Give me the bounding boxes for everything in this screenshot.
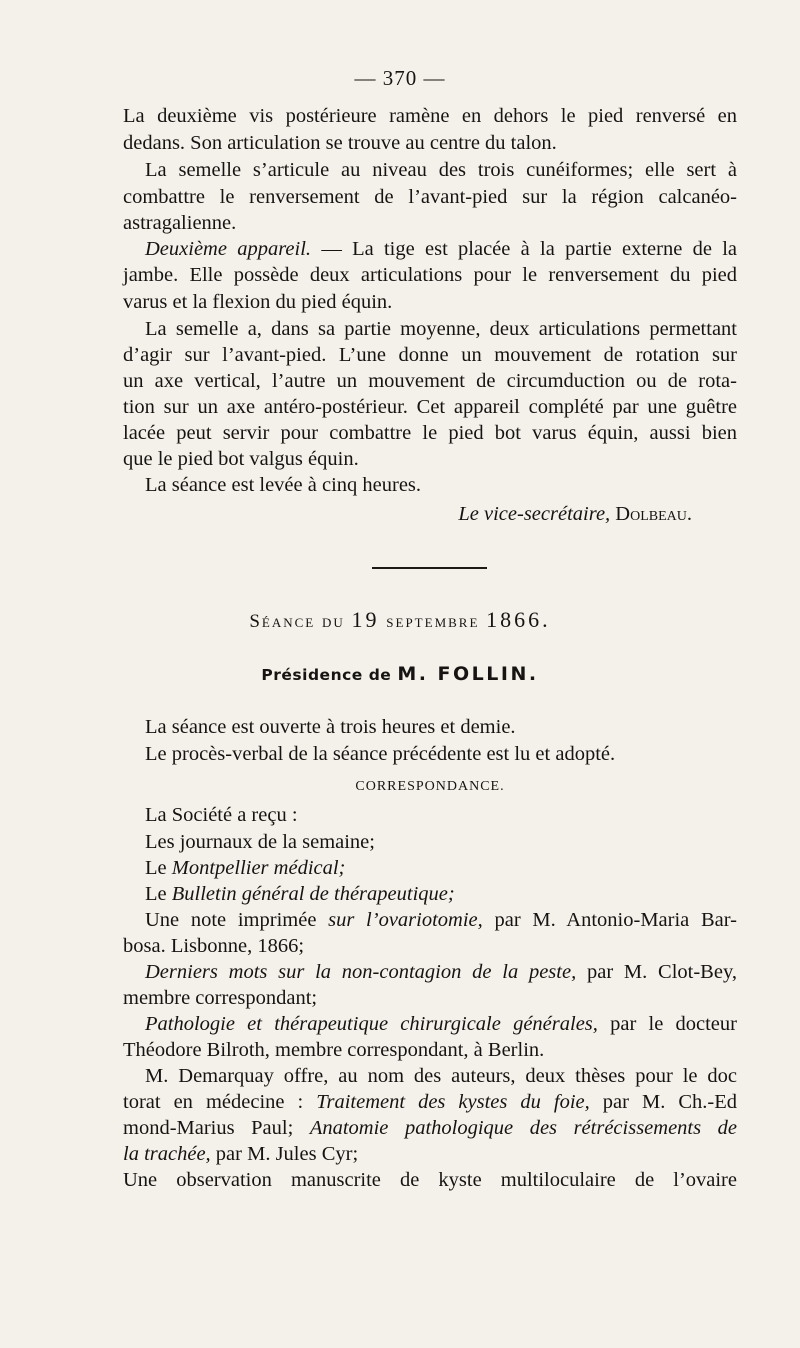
seance-month: septembre bbox=[386, 611, 480, 632]
seance-label: Séance du bbox=[249, 611, 345, 632]
thesis-title: Traitement des kystes du foie, bbox=[316, 1091, 590, 1113]
text-line bbox=[123, 1115, 737, 1141]
text-line: lacée peut servir pour combattre le pied bot varus équin, aussi bien bbox=[123, 422, 737, 444]
text-span: par M. Antonio-Maria Bar- bbox=[482, 909, 737, 931]
signature bbox=[0, 503, 692, 526]
thesis-title: la trachée, bbox=[123, 1143, 211, 1165]
text-span: — La tige est placée à la partie externe de la bbox=[311, 238, 737, 260]
text-line: dedans. Son articulation se trouve au centre du talon. bbox=[123, 132, 557, 154]
heading-deuxieme-appareil: Deuxième appareil. bbox=[145, 238, 312, 260]
signature-name: Dolbeau. bbox=[615, 503, 692, 525]
work-title: Derniers mots sur la non-contagion de la peste, bbox=[145, 961, 577, 983]
text-line bbox=[145, 959, 737, 985]
text-line: que le pied bot valgus équin. bbox=[123, 448, 359, 470]
president-name: M. FOLLIN. bbox=[397, 663, 539, 685]
text-span: par M. Jules Cyr; bbox=[210, 1143, 359, 1165]
correspondance-heading: CORRESPONDANCE. bbox=[355, 779, 505, 794]
text-line bbox=[123, 1141, 737, 1167]
section-divider bbox=[372, 567, 487, 569]
text-span: torat en médecine : bbox=[123, 1091, 317, 1113]
journal-title: Montpellier médical; bbox=[171, 857, 346, 879]
text-line: tion sur un axe antéro-postérieur. Cet appareil complété par une guêtre bbox=[123, 396, 737, 418]
text-line: La deuxième vis postérieure ramène en dehors le pied renversé en bbox=[123, 105, 737, 127]
text-line bbox=[145, 881, 737, 907]
text-span: par le docteur bbox=[597, 1013, 737, 1035]
journal-title: Bulletin général de thérapeutique; bbox=[171, 883, 455, 905]
text-line: Les journaux de la semaine; bbox=[145, 831, 375, 853]
presidence-label: Présidence de bbox=[261, 666, 392, 684]
presidence-heading bbox=[0, 663, 800, 685]
text-line: bosa. Lisbonne, 1866; bbox=[123, 935, 305, 957]
signature-title: Le vice-secrétaire, bbox=[458, 503, 611, 525]
thesis-title: Anatomie pathologique des rétrécissements de bbox=[309, 1117, 737, 1139]
work-title: Pathologie et thérapeutique chirurgicale générales, bbox=[145, 1013, 598, 1035]
work-title: sur l’ovariotomie, bbox=[328, 909, 483, 931]
text-line: La semelle a, dans sa partie moyenne, deux articulations permettant bbox=[145, 318, 737, 340]
text-span: mond-Marius Paul; bbox=[123, 1117, 310, 1139]
text-line: La Société a reçu : bbox=[145, 804, 298, 826]
page-number: — 370 — bbox=[354, 66, 446, 90]
text-line: Le procès-verbal de la séance précédente est lu et adopté. bbox=[145, 743, 616, 765]
text-line: M. Demarquay offre, au nom des auteurs, deux thèses pour le doc bbox=[145, 1065, 737, 1087]
text-line: un axe vertical, l’autre un mouvement de circumduction ou de rota- bbox=[123, 370, 737, 392]
text-span: par M. Ch.-Ed bbox=[589, 1091, 737, 1113]
text-line: jambe. Elle possède deux articulations pour le renversement du pied bbox=[123, 264, 737, 286]
text-line bbox=[145, 1011, 737, 1037]
text-line: La semelle s’articule au niveau des trois cunéiformes; elle sert à bbox=[145, 159, 737, 181]
text-line: Théodore Bilroth, membre correspondant, à Berlin. bbox=[123, 1039, 545, 1061]
text-line: La séance est ouverte à trois heures et demie. bbox=[145, 716, 516, 738]
text-span: par M. Clot-Bey, bbox=[576, 961, 737, 983]
text-line: varus et la flexion du pied équin. bbox=[123, 291, 393, 313]
seance-year: 1866. bbox=[486, 607, 551, 632]
text-span: Une note imprimée bbox=[145, 909, 329, 931]
text-line bbox=[145, 907, 737, 933]
text-line bbox=[145, 855, 737, 881]
text-span: Le bbox=[145, 883, 172, 905]
text-line: d’agir sur l’avant-pied. L’une donne un mouvement de rotation sur bbox=[123, 344, 737, 366]
text-line bbox=[123, 1089, 737, 1115]
text-line: Une observation manuscrite de kyste multiloculaire de l’ovaire bbox=[123, 1169, 737, 1191]
seance-day: 19 bbox=[351, 607, 380, 632]
text-line: La séance est levée à cinq heures. bbox=[145, 474, 422, 496]
text-span: Le bbox=[145, 857, 172, 879]
text-line: membre correspondant; bbox=[123, 987, 318, 1009]
text-line: combattre le renversement de l’avant-pied sur la région calcanéo- bbox=[123, 186, 737, 208]
seance-heading bbox=[0, 607, 800, 633]
text-line: astragalienne. bbox=[123, 212, 237, 234]
text-line bbox=[145, 236, 737, 262]
